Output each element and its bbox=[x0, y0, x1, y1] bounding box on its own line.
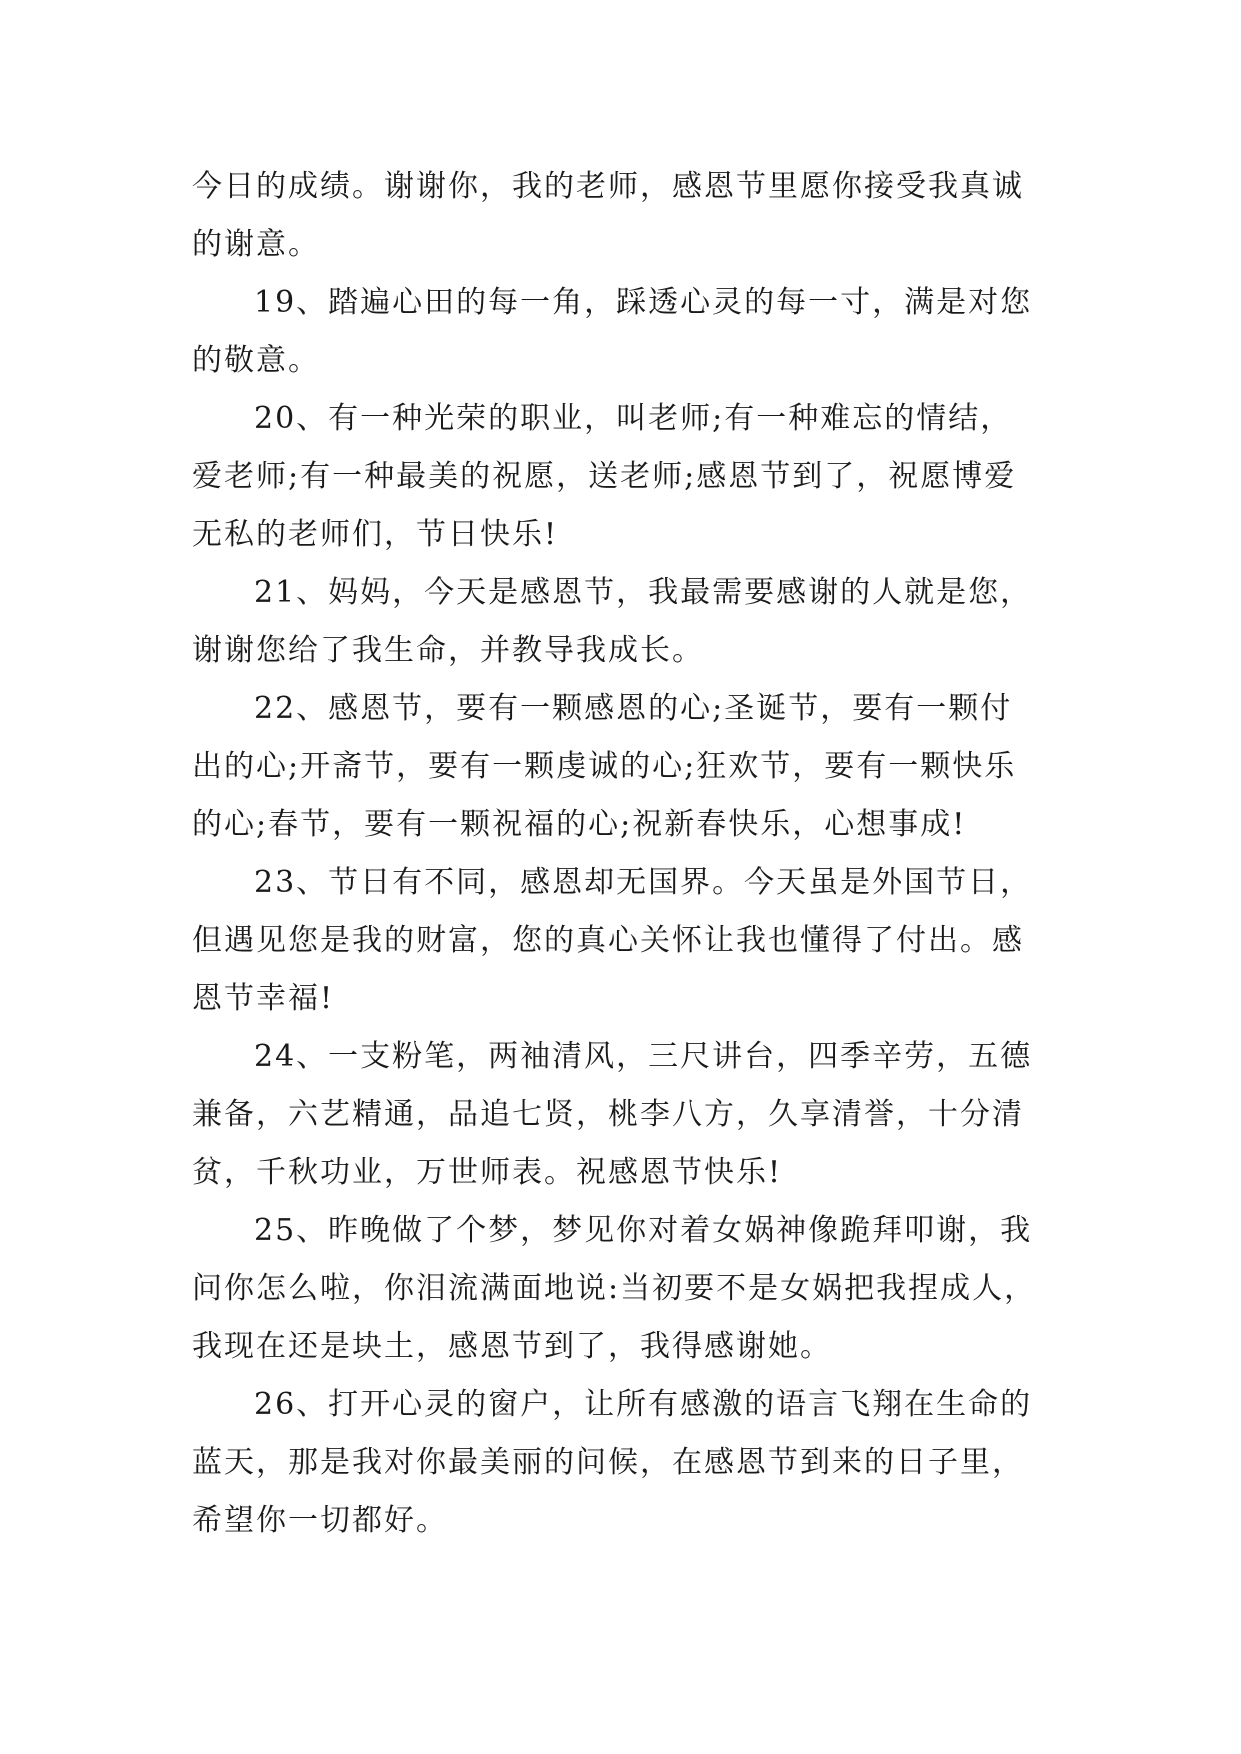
paragraph-line: 20、有一种光荣的职业，叫老师;有一种难忘的情结， bbox=[254, 401, 1013, 436]
paragraph-line: 23、节日有不同，感恩却无国界。今天虽是外国节日， bbox=[254, 865, 1033, 900]
paragraph-line: 21、妈妈，今天是感恩节，我最需要感谢的人就是您， bbox=[254, 575, 1033, 610]
document-body bbox=[192, 158, 1054, 1550]
paragraph-line: 无私的老师们，节日快乐! bbox=[192, 517, 559, 552]
paragraph-line: 谢谢您给了我生命，并教导我成长。 bbox=[192, 633, 704, 668]
paragraph-line: 恩节幸福! bbox=[192, 981, 335, 1016]
paragraph-line: 22、感恩节，要有一颗感恩的心;圣诞节，要有一颗付 bbox=[254, 691, 1013, 726]
paragraph-line: 的谢意。 bbox=[192, 227, 320, 262]
paragraph-line: 爱老师;有一种最美的祝愿，送老师;感恩节到了，祝愿博爱 bbox=[192, 459, 1017, 494]
paragraph-line: 的心;春节，要有一颗祝福的心;祝新春快乐，心想事成! bbox=[192, 807, 967, 842]
paragraph-line: 兼备，六艺精通，品追七贤，桃李八方，久享清誉，十分清 bbox=[192, 1097, 1024, 1132]
paragraph-line: 24、一支粉笔，两袖清风，三尺讲台，四季辛劳，五德 bbox=[254, 1039, 1033, 1074]
paragraph-continuation bbox=[192, 158, 1054, 274]
paragraph-line: 蓝天，那是我对你最美丽的问候，在感恩节到来的日子里， bbox=[192, 1445, 1024, 1480]
paragraph-line: 我现在还是块土，感恩节到了，我得感谢她。 bbox=[192, 1329, 832, 1364]
paragraph-line: 希望你一切都好。 bbox=[192, 1503, 448, 1538]
paragraph-item-19 bbox=[192, 274, 1054, 390]
paragraph-line: 25、昨晚做了个梦，梦见你对着女娲神像跪拜叩谢，我 bbox=[254, 1213, 1033, 1248]
paragraph-line: 今日的成绩。谢谢你，我的老师，感恩节里愿你接受我真诚 bbox=[192, 169, 1024, 204]
paragraph-item-25 bbox=[192, 1202, 1054, 1376]
paragraph-line: 出的心;开斋节，要有一颗虔诚的心;狂欢节，要有一颗快乐 bbox=[192, 749, 1017, 784]
paragraph-item-21 bbox=[192, 564, 1054, 680]
paragraph-line: 贫，千秋功业，万世师表。祝感恩节快乐! bbox=[192, 1155, 783, 1190]
paragraph-item-23 bbox=[192, 854, 1054, 1028]
paragraph-item-26 bbox=[192, 1376, 1054, 1550]
paragraph-line: 19、踏遍心田的每一角，踩透心灵的每一寸，满是对您 bbox=[254, 285, 1033, 320]
paragraph-item-20 bbox=[192, 390, 1054, 564]
paragraph-line: 问你怎么啦，你泪流满面地说:当初要不是女娲把我捏成人， bbox=[192, 1271, 1037, 1306]
paragraph-line: 但遇见您是我的财富，您的真心关怀让我也懂得了付出。感 bbox=[192, 923, 1024, 958]
paragraph-line: 26、打开心灵的窗户，让所有感激的语言飞翔在生命的 bbox=[254, 1387, 1033, 1422]
paragraph-item-22 bbox=[192, 680, 1054, 854]
paragraph-line: 的敬意。 bbox=[192, 343, 320, 378]
paragraph-item-24 bbox=[192, 1028, 1054, 1202]
